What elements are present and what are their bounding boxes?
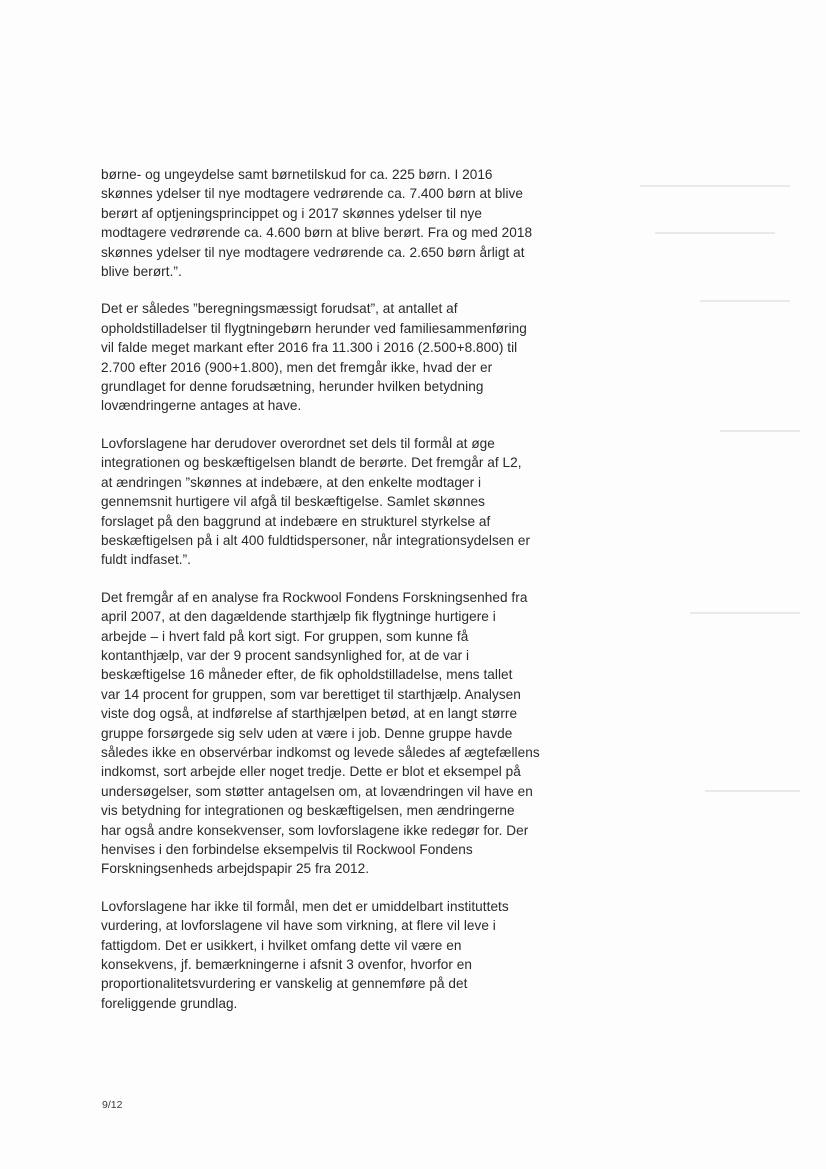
text-line: har også andre konsekvenser, som lovforslagene ikke redegør for. Der	[101, 822, 529, 838]
text-line: henvises i den forbindelse eksempelvis til Rockwool Fondens	[101, 842, 473, 857]
paragraph-3	[101, 434, 573, 570]
text-line: fattigdom. Det er usikkert, i hvilket omfang dette vil være en	[101, 937, 462, 953]
text-line: Det fremgår af en analyse fra Rockwool Fondens Forskningsenhed fra	[101, 589, 528, 605]
text-line: at ændringen ”skønnes at indebære, at den enkelte modtager i	[101, 474, 482, 490]
text-line: kontanthjælp, var der 9 procent sandsynlighed for, at de var i	[101, 647, 470, 663]
text-line: vis betydning for integrationen og beskæftigelsen, men ændringerne	[101, 803, 515, 819]
text-line: beskæftigelsen på i alt 400 fuldtidspersoner, når integrationsydelsen er	[101, 532, 531, 548]
text-line: var 14 procent for gruppen, som var berettiget til starthjælp. Analysen	[101, 686, 521, 702]
text-line: vil falde meget markant efter 2016 fra 11.300 i 2016 (2.500+8.800) til	[101, 340, 518, 356]
text-line: lovændringerne antages at have.	[101, 398, 302, 414]
paragraph-5	[101, 897, 573, 1013]
text-line: beskæftigelse 16 måneder efter, de fik opholdstilladelse, mens tallet	[101, 667, 513, 683]
text-line: grundlaget for denne forudsætning, herunder hvilken betydning	[101, 379, 484, 395]
text-line: arbejde – i hvert fald på kort sigt. For gruppen, som kunne få	[101, 628, 469, 644]
bleed-mark	[655, 232, 775, 234]
page-number: 9/12	[102, 1099, 123, 1111]
text-line: blive berørt.”.	[101, 264, 182, 280]
bleed-mark	[690, 612, 800, 614]
bleed-mark	[640, 185, 790, 187]
text-line: april 2007, at den dagældende starthjælp fik flygtninge hurtigere i	[101, 609, 496, 625]
bleed-mark	[720, 430, 800, 432]
text-line: Lovforslagene har derudover overordnet set dels til formål at øge	[101, 435, 495, 451]
text-line: integrationen og beskæftigelsen blandt de berørte. Det fremgår af L2,	[101, 455, 522, 471]
text-line: Lovforslagene har ikke til formål, men det er umiddelbart instituttets	[101, 898, 509, 914]
text-line: fuldt indfaset.”.	[101, 552, 192, 568]
paragraph-1	[101, 165, 573, 281]
text-line: proportionalitetsvurdering er vanskelig at gennemføre på det	[101, 976, 468, 992]
text-line: således ikke en observérbar indkomst og levede således af ægtefællens	[101, 744, 540, 760]
text-line: indkomst, sort arbejde eller noget tredje. Dette er blot et eksempel på	[101, 764, 521, 780]
text-line: vurdering, at lovforslagene vil have som virkning, at flere vil leve i	[101, 918, 496, 934]
text-line: Det er således ”beregningsmæssigt forudsat”, at antallet af	[101, 301, 458, 317]
text-line: gruppe forsørgede sig selv uden at være i job. Denne gruppe havde	[101, 725, 513, 741]
text-line: foreliggende grundlag.	[101, 995, 238, 1011]
paragraph-4	[101, 588, 573, 879]
paragraph-2	[101, 299, 573, 415]
text-line: opholdstilladelser til flygtningebørn herunder ved familiesammenføring	[101, 320, 527, 336]
text-line: skønnes ydelser til nye modtagere vedrørende ca. 2.650 børn årligt at	[101, 244, 525, 260]
bleed-mark	[705, 790, 800, 792]
text-line: børne- og ungeydelse samt børnetilskud for ca. 225 børn. I 2016	[101, 167, 493, 182]
text-line: forslaget på den baggrund at indebære en strukturel styrkelse af	[101, 513, 491, 529]
text-line: gennemsnit hurtigere vil afgå til beskæftigelse. Samlet skønnes	[101, 494, 485, 510]
text-line: undersøgelser, som støtter antagelsen om, at lovændringen vil have en	[101, 783, 533, 799]
text-line: berørt af optjeningsprincippet og i 2017 skønnes ydelser til nye	[101, 205, 483, 221]
bleed-mark	[700, 300, 790, 302]
text-line: modtagere vedrørende ca. 4.600 børn at blive berørt. Fra og med 2018	[101, 225, 533, 241]
text-line: skønnes ydelser til nye modtagere vedrørende ca. 7.400 børn at blive	[101, 186, 523, 202]
text-line: konsekvens, jf. bemærkningerne i afsnit 3 ovenfor, hvorfor en	[101, 957, 473, 973]
text-line: Forskningsenheds arbejdspapir 25 fra 2012.	[101, 861, 370, 877]
text-line: 2.700 efter 2016 (900+1.800), men det fremgår ikke, hvad der er	[101, 359, 493, 375]
document-body	[101, 165, 573, 1031]
text-line: viste dog også, at indførelse af starthjælpen betød, at en langt større	[101, 706, 518, 722]
